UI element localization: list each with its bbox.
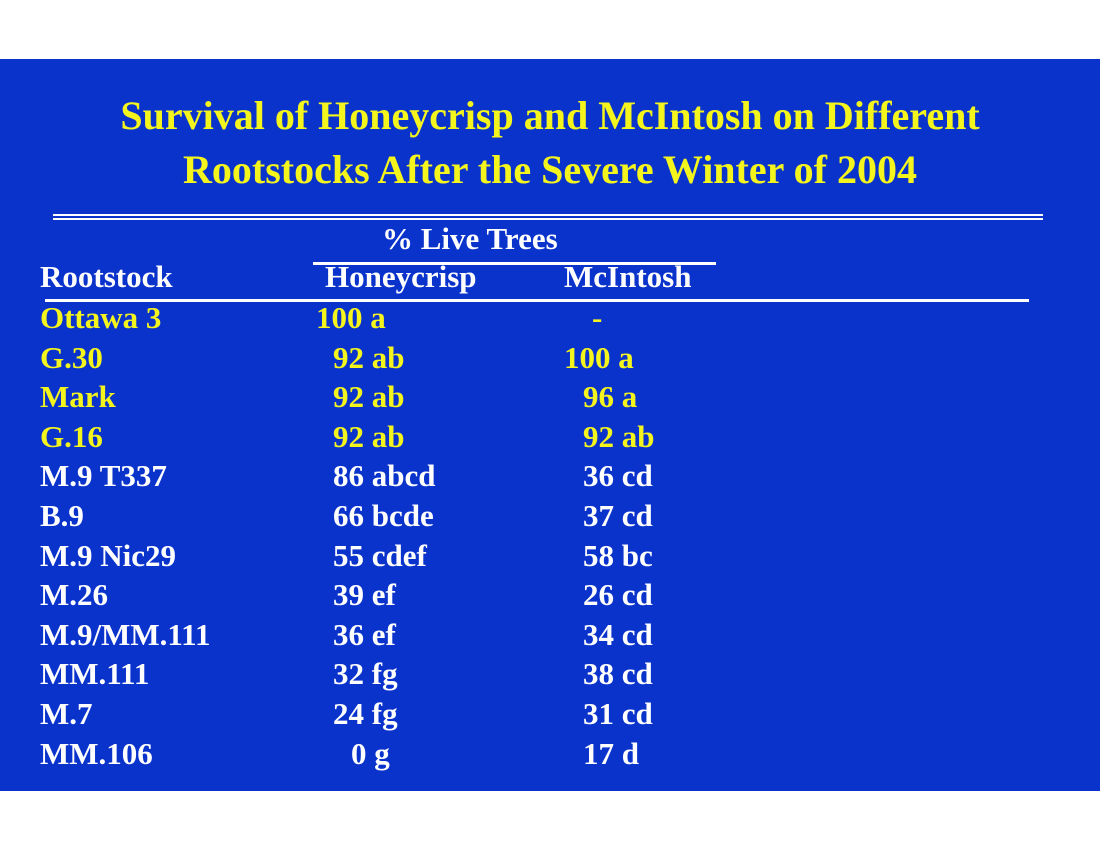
row-mcintosh-value: 17 d (583, 735, 639, 771)
row-mcintosh-value: 38 cd (583, 656, 653, 692)
row-rootstock: B.9 (40, 498, 84, 533)
row-mcintosh-value: 100 a (564, 339, 634, 375)
row-rootstock: Ottawa 3 (40, 300, 162, 335)
row-rootstock: M.9/MM.111 (40, 616, 211, 652)
row-rootstock: MM.106 (40, 735, 153, 771)
row-mcintosh-value: 96 a (583, 379, 638, 415)
row-mcintosh-value: 31 cd (583, 696, 653, 731)
column-header-rootstock: Rootstock (40, 259, 173, 294)
column-header-mcintosh: McIntosh (564, 259, 692, 294)
row-honeycrisp-value: 0 g (351, 735, 390, 771)
row-honeycrisp-value: 39 ef (333, 577, 396, 613)
row-rootstock: M.9 T337 (40, 458, 167, 494)
row-rootstock: G.16 (40, 418, 103, 454)
title-line-2: Rootstocks After the Severe Winter of 2004 (183, 147, 917, 192)
row-honeycrisp-value: 100 a (316, 300, 386, 335)
row-honeycrisp-value: 92 ab (333, 379, 405, 415)
column-header-honeycrisp: Honeycrisp (325, 259, 477, 294)
row-rootstock: M.26 (40, 577, 109, 613)
row-honeycrisp-value: 36 ef (333, 616, 396, 652)
header-underline (45, 299, 1029, 302)
row-rootstock: M.9 Nic29 (40, 537, 177, 573)
row-mcintosh-value: - (592, 300, 603, 335)
row-mcintosh-value: 26 cd (583, 577, 653, 613)
row-honeycrisp-value: 92 ab (333, 418, 405, 454)
row-rootstock: M.7 (40, 696, 93, 731)
row-honeycrisp-value: 55 cdef (333, 537, 427, 573)
row-rootstock: Mark (40, 379, 116, 415)
group-header-live-trees: % Live Trees (382, 221, 558, 256)
row-mcintosh-value: 34 cd (583, 616, 653, 652)
row-honeycrisp-value: 24 fg (333, 696, 398, 731)
title-rule-bottom (53, 218, 1043, 220)
row-honeycrisp-value: 32 fg (333, 656, 398, 692)
row-honeycrisp-value: 66 bcde (333, 498, 434, 533)
row-honeycrisp-value: 86 abcd (333, 458, 436, 494)
slide-title (0, 89, 1100, 197)
row-rootstock: MM.111 (40, 656, 150, 692)
title-line-1: Survival of Honeycrisp and McIntosh on Different (120, 93, 980, 138)
row-mcintosh-value: 58 bc (583, 537, 653, 573)
row-honeycrisp-value: 92 ab (333, 339, 405, 375)
row-rootstock: G.30 (40, 339, 103, 375)
title-rule-top (53, 214, 1043, 216)
row-mcintosh-value: 92 ab (583, 418, 655, 454)
row-mcintosh-value: 36 cd (583, 458, 653, 494)
row-mcintosh-value: 37 cd (583, 498, 653, 533)
